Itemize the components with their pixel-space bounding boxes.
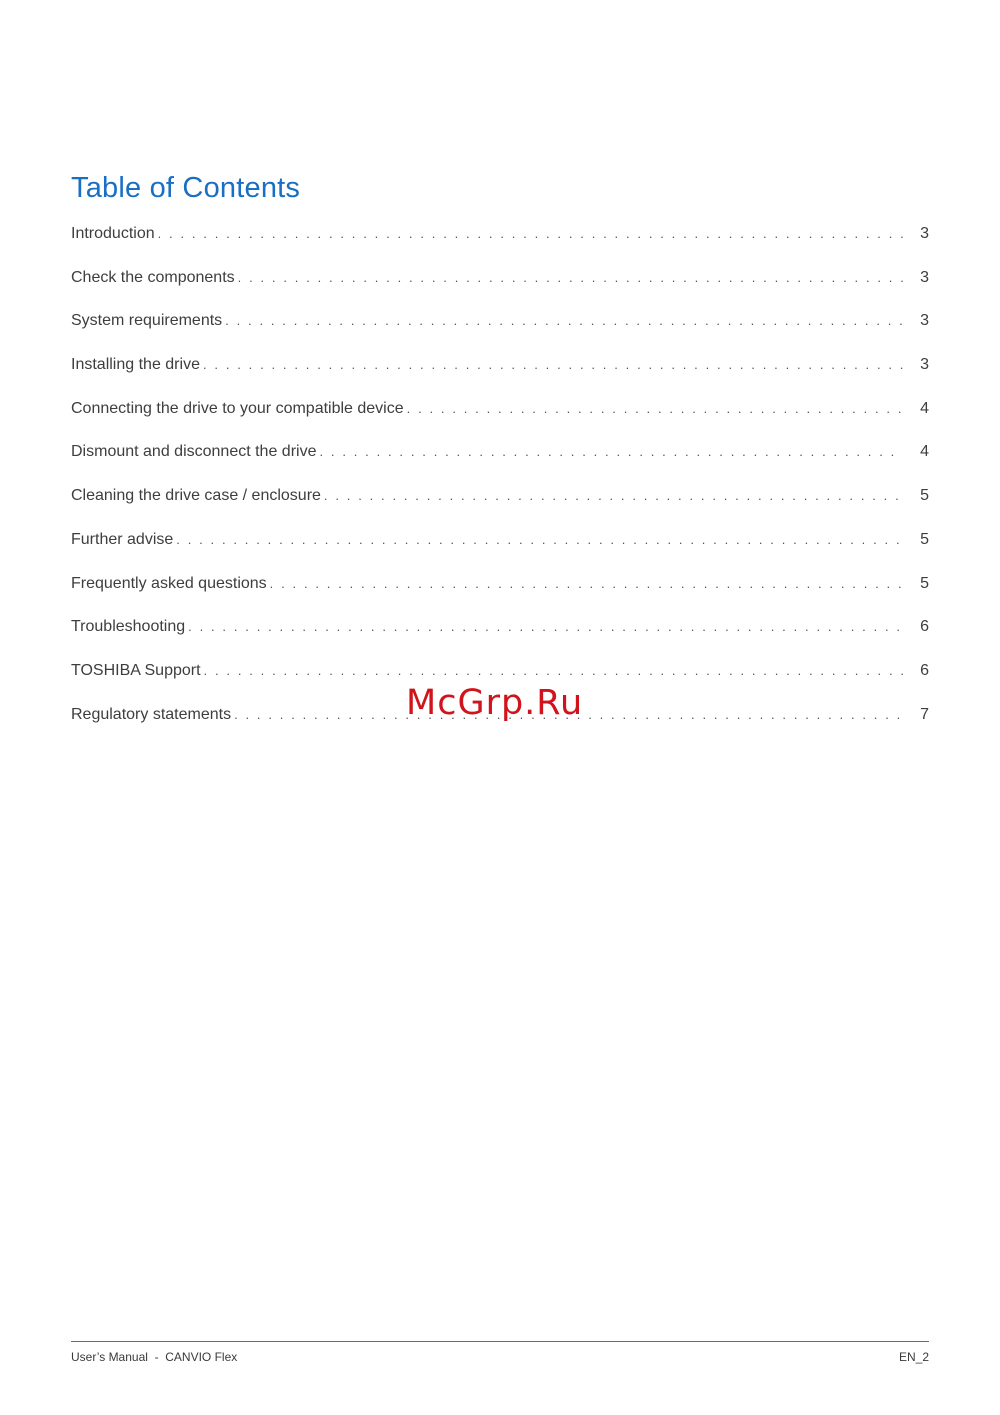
toc-entry-page-number: 4: [920, 443, 929, 461]
toc-dot-leader: [188, 619, 903, 634]
toc-dot-leader: [158, 226, 903, 241]
toc-entry-page-number: 5: [920, 487, 929, 505]
toc-entry-page-number: 3: [920, 356, 929, 374]
footer-divider: [71, 1341, 929, 1342]
toc-entry-troubleshooting[interactable]: [71, 618, 929, 662]
toc-entry-introduction[interactable]: [71, 225, 929, 269]
toc-entry-label: Further advise: [71, 530, 174, 548]
watermark-text: McGrp.Ru: [406, 683, 584, 723]
footer-manual-title: User’s Manual - CANVIO Flex: [71, 1350, 238, 1364]
toc-entry-faq[interactable]: [71, 575, 929, 619]
toc-dot-leader: [270, 576, 903, 591]
toc-entry-page-number: 3: [920, 225, 929, 242]
toc-dot-leader: [176, 532, 903, 547]
toc-entry-dismount-disconnect[interactable]: [71, 443, 929, 487]
toc-entry-page-number: 5: [920, 574, 929, 592]
toc-dot-leader: [225, 313, 903, 328]
toc-entry-label: Connecting the drive to your compatible device: [71, 399, 404, 417]
toc-list: [71, 225, 929, 749]
toc-entry-label: Regulatory statements: [71, 705, 232, 723]
toc-entry-label: Introduction: [71, 225, 155, 242]
toc-entry-page-number: 3: [920, 268, 929, 286]
toc-entry-connecting-drive[interactable]: [71, 400, 929, 444]
toc-entry-cleaning-case[interactable]: [71, 487, 929, 531]
toc-dot-leader: [319, 444, 903, 459]
toc-entry-further-advise[interactable]: [71, 531, 929, 575]
toc-dot-leader: [203, 357, 903, 372]
toc-entry-label: TOSHIBA Support: [71, 661, 201, 679]
toc-entry-page-number: 6: [920, 618, 929, 636]
page-title: Table of Contents: [71, 172, 301, 204]
toc-entry-label: Check the components: [71, 268, 235, 286]
toc-entry-page-number: 4: [920, 399, 929, 417]
toc-entry-label: Dismount and disconnect the drive: [71, 443, 317, 461]
toc-dot-leader: [238, 270, 903, 285]
toc-entry-page-number: 3: [920, 312, 929, 330]
toc-entry-label: Installing the drive: [71, 356, 200, 374]
toc-entry-page-number: 5: [920, 530, 929, 548]
toc-entry-label: Troubleshooting: [71, 618, 186, 636]
toc-entry-label: Cleaning the drive case / enclosure: [71, 487, 321, 505]
toc-entry-system-requirements[interactable]: [71, 312, 929, 356]
toc-entry-page-number: 6: [920, 661, 929, 679]
toc-dot-leader: [204, 663, 903, 678]
toc-dot-leader: [407, 401, 903, 416]
toc-entry-installing-drive[interactable]: [71, 356, 929, 400]
footer-page-number: EN_2: [898, 1350, 929, 1364]
toc-entry-label: System requirements: [71, 312, 223, 330]
toc-entry-check-components[interactable]: [71, 269, 929, 313]
toc-entry-page-number: 7: [920, 705, 929, 723]
toc-dot-leader: [324, 488, 903, 503]
toc-entry-label: Frequently asked questions: [71, 574, 267, 592]
